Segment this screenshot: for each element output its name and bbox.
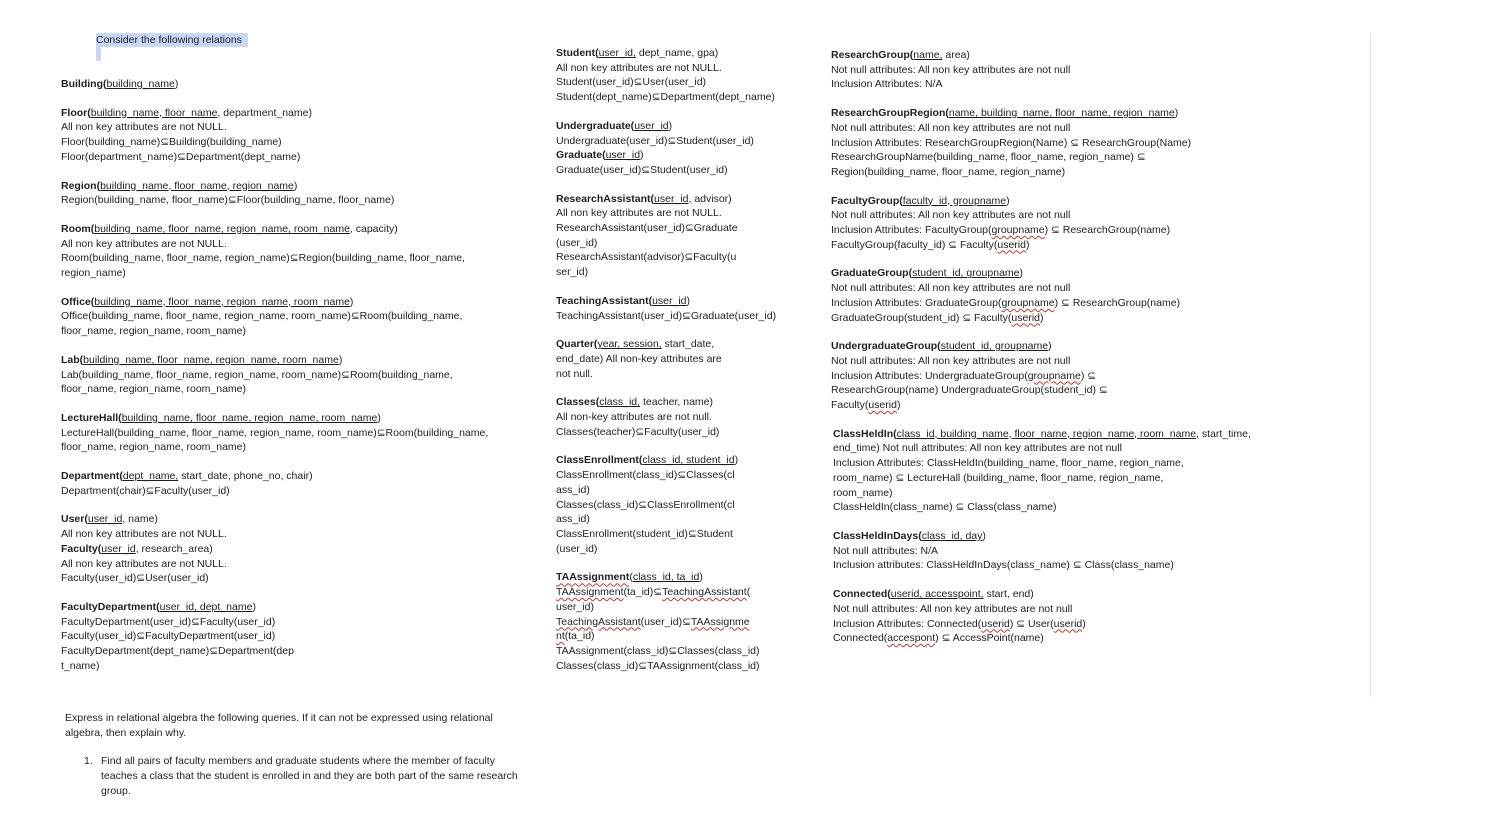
relation-schema: Student(user_id, dept_name, gpa) — [556, 47, 719, 59]
spellcheck-word: groupname — [991, 224, 1045, 237]
relation-constraint: All non key attributes are not NULL. — [61, 557, 227, 570]
relation-constraint: Faculty(user_id)⊆FacultyDepartment(user_id) — [61, 630, 276, 643]
spellcheck-word: groupname — [1001, 296, 1055, 309]
relation-block — [61, 106, 531, 165]
spellcheck-word: userid — [981, 617, 1010, 630]
relation-name: Office( — [61, 295, 95, 308]
relation-name: Classes( — [556, 396, 600, 409]
primary-key: class_id, — [599, 396, 641, 409]
relation-constraint: Connected(accespont) ⊆ AccessPoint(name) — [833, 632, 1044, 645]
relation-constraint: GraduateGroup(student_id) ⊆ Faculty(userid) — [831, 311, 1044, 324]
primary-key: user_id, dept_name — [159, 600, 253, 613]
relation-schema: Region(building_name, floor_name, region_name) — [61, 179, 298, 192]
spellcheck-word: userid — [868, 399, 897, 412]
relation-constraint: Not null attributes: All non key attributes are not null — [831, 121, 1071, 134]
relation-block — [556, 46, 788, 105]
relation-block — [556, 395, 788, 439]
relation-constraint: floor_name, region_name, room_name) — [61, 325, 247, 338]
relation-schema: TAAssignment(class_id, ta_id) — [556, 571, 703, 584]
primary-key: class_id, student_id — [642, 454, 735, 467]
question-text: Find all pairs of faculty members and graduate students where the member of faculty teaches a class that the student is enrolled in and they are both part of the same research group. — [101, 755, 518, 797]
relation-name: Floor( — [61, 106, 91, 119]
relation-constraint: ass_id) — [556, 483, 590, 496]
relation-block — [61, 77, 531, 92]
relation-schema: FacultyDepartment(user_id, dept_name) — [61, 600, 256, 613]
primary-key: name, — [913, 49, 943, 61]
relation-constraint: end_date) All non-key attributes are — [556, 352, 722, 365]
relation-constraint: Room(building_name, floor_name, region_name)⊆Region(building_name, floor_name, — [61, 252, 465, 265]
relation-constraint: room_name) — [833, 486, 893, 499]
relation-constraint: Inclusion Attributes: ResearchGroupRegion(Name) ⊆ ResearchGroup(Name) — [831, 136, 1192, 149]
relation-block — [556, 294, 788, 323]
relation-constraint: ResearchGroup(name) UndergraduateGroup(student_id) ⊆ — [831, 384, 1108, 397]
spellcheck-word: TAAssignment — [556, 586, 624, 599]
relation-constraint: Region(building_name, floor_name, region_name) — [831, 165, 1066, 178]
relation-name: LectureHall( — [61, 411, 122, 424]
spellcheck-word: userid — [997, 238, 1026, 251]
relation-constraint: ResearchAssistant(user_id)⊆Graduate — [556, 222, 738, 235]
relation-block — [556, 570, 788, 673]
primary-key: building_name, floor_name, region_name, room_name — [83, 353, 339, 366]
spellcheck-word: TAAssignme — [690, 615, 750, 628]
relation-constraint: (user_id) — [556, 236, 598, 249]
question-number: 1. — [84, 755, 93, 768]
spellcheck-word: TeachingAssistant — [556, 615, 641, 628]
relation-constraint: floor_name, region_name, room_name) — [61, 441, 247, 454]
relation-block — [61, 179, 531, 208]
relation-constraint: Not null attributes: All non key attributes are not null — [831, 209, 1071, 222]
relation-constraint: LectureHall(building_name, floor_name, region_name, room_name)⊆Room(building_name, — [61, 426, 489, 439]
relation-name: Graduate( — [556, 149, 606, 162]
relation-constraint: user_id) — [556, 600, 594, 613]
relation-constraint: Classes(teacher)⊆Faculty(user_id) — [556, 425, 720, 438]
relation-name: ClassEnrollment( — [556, 454, 643, 467]
relation-schema: LectureHall(building_name, floor_name, region_name, room_name) — [61, 411, 381, 424]
relation-constraint: Not null attributes: All non key attributes are not null — [831, 354, 1071, 367]
relation-constraint: FacultyDepartment(user_id)⊆Faculty(user_id) — [61, 615, 276, 628]
relation-constraint: not null. — [556, 367, 593, 380]
heading-text: Consider the following relations — [96, 34, 242, 46]
question-item — [65, 754, 525, 798]
relation-name: Department( — [61, 470, 123, 483]
page-margin-line — [1370, 33, 1371, 697]
primary-key: user_id — [101, 542, 136, 555]
relation-constraint: ResearchGroupName(building_name, floor_name, region_name) ⊆ — [831, 151, 1146, 164]
relation-constraint: All non-key attributes are not null. — [556, 411, 712, 424]
relation-constraint: ass_id) — [556, 513, 590, 526]
relation-constraint: ClassEnrollment(class_id)⊆Classes(cl — [556, 469, 735, 482]
primary-key: student_id, groupname — [912, 267, 1020, 280]
relations-column-2 — [556, 46, 788, 673]
relation-constraint: Region(building_name, floor_name)⊆Floor(building_name, floor_name) — [61, 194, 395, 207]
relation-name: Undergraduate( — [556, 119, 635, 132]
primary-key: user_id, — [598, 47, 636, 59]
relation-constraint: ser_id) — [556, 266, 589, 279]
primary-key: year, session, — [597, 338, 662, 351]
relation-constraint: Classes(class_id)⊆ClassEnrollment(cl — [556, 498, 735, 511]
relation-constraint: Inclusion Attributes: ClassHeldIn(building_name, floor_name, region_name, — [833, 457, 1184, 470]
relation-block — [61, 295, 531, 339]
relation-schema: Building(building_name) — [61, 78, 179, 90]
relation-block — [556, 337, 788, 381]
relation-name: GraduateGroup( — [831, 267, 913, 280]
relation-name: FacultyDepartment( — [61, 600, 160, 613]
relation-schema: UndergraduateGroup(student_id, groupname) — [831, 340, 1052, 353]
primary-key: class_id, ta_id — [632, 571, 700, 584]
relation-constraint: ClassEnrollment(student_id)⊆Student — [556, 527, 733, 540]
relation-name: Faculty( — [61, 542, 102, 555]
relation-name: Region( — [61, 179, 101, 192]
relation-name: UndergraduateGroup( — [831, 340, 941, 353]
spellcheck-word: TeachingAssistant — [662, 586, 747, 599]
relation-constraint: Undergraduate(user_id)⊆Student(user_id) — [556, 134, 754, 147]
relation-constraint: nt(ta_id) — [556, 630, 595, 643]
relation-constraint: room_name) ⊆ LectureHall (building_name, floor_name, region_name, — [833, 471, 1164, 484]
spellcheck-word: userid — [1011, 311, 1040, 324]
relation-schema: FacultyGroup(faculty_id, groupname) — [831, 194, 1010, 207]
relation-constraint: Faculty(user_id)⊆User(user_id) — [61, 572, 209, 585]
primary-key: dept_name, — [122, 470, 179, 483]
relation-block — [833, 427, 1281, 515]
relation-schema: Quarter(year, session, start_date, — [556, 338, 715, 351]
relation-schema: TeachingAssistant(user_id) — [556, 294, 691, 307]
spellcheck-word: nt — [556, 630, 565, 643]
relation-block — [556, 192, 788, 280]
relation-block — [833, 587, 1281, 646]
relation-constraint: All non key attributes are not NULL. — [556, 61, 722, 74]
relation-constraint: All non key attributes are not NULL. — [61, 528, 227, 541]
relation-schema: Graduate(user_id) — [556, 149, 644, 162]
relation-schema: Department(dept_name, start_date, phone_no, chair) — [61, 470, 313, 483]
spellcheck-word: userid — [1053, 617, 1083, 630]
relation-schema: ResearchGroupRegion(name, building_name, floor_name, region_name) — [831, 107, 1179, 120]
relation-block — [61, 600, 531, 674]
relation-constraint: All non key attributes are not NULL. — [61, 237, 227, 250]
relation-constraint: FacultyDepartment(dept_name)⊆Department(dep — [61, 645, 294, 658]
primary-key: building_name, floor_name, region_name, room_name — [121, 411, 378, 424]
relation-name: TeachingAssistant( — [556, 294, 653, 307]
relation-constraint: Student(dept_name)⊆Department(dept_name) — [556, 91, 775, 104]
primary-key: building_name, floor_name, region_name, room_name — [94, 295, 350, 308]
primary-key: class_id, building_name, floor_name, region_name, room_name, — [896, 427, 1199, 440]
primary-key: user_id — [87, 513, 123, 526]
primary-key: userid, accesspoint, — [890, 588, 984, 601]
relation-constraint: All non key attributes are not NULL. — [61, 121, 227, 134]
relation-constraint: Inclusion Attributes: FacultyGroup(groupname) ⊆ ResearchGroup(name) — [831, 224, 1171, 237]
relation-constraint: Inclusion Attributes: Connected(userid) ⊆ User(userid) — [833, 617, 1086, 630]
relation-constraint: All non key attributes are not NULL. — [556, 207, 722, 220]
relation-constraint: Inclusion attributes: ClassHeldInDays(class_name) ⊆ Class(class_name) — [833, 559, 1174, 572]
relation-name: Student( — [556, 47, 599, 59]
relation-constraint: end_time) Not null attributes: All non key attributes are not null — [833, 442, 1122, 455]
relation-block — [556, 453, 788, 556]
relation-schema: ClassHeldInDays(class_id, day) — [833, 529, 986, 542]
relation-constraint: TeachingAssistant(user_id)⊆Graduate(user_id) — [556, 309, 777, 322]
relation-block — [61, 512, 531, 586]
relation-constraint: Floor(department_name)⊆Department(dept_name) — [61, 150, 301, 163]
relation-schema: Classes(class_id, teacher, name) — [556, 396, 714, 409]
relation-schema: ClassEnrollment(class_id, student_id) — [556, 454, 739, 467]
primary-key: user_id — [652, 294, 687, 307]
primary-key: building_name, floor_name, region_name, room_name — [94, 222, 350, 235]
relation-constraint: TAAssignment(class_id)⊆Classes(class_id) — [556, 644, 760, 657]
relation-name: Building( — [61, 78, 107, 90]
relations-column-1 — [61, 77, 531, 674]
primary-key: name, building_name, floor_name, region_name — [948, 107, 1175, 120]
relation-name: Lab( — [61, 353, 84, 366]
relation-constraint: TAAssignment(ta_id)⊆TeachingAssistant( — [556, 586, 751, 599]
text-cursor — [96, 47, 101, 61]
relation-name: ResearchGroupRegion( — [831, 107, 949, 120]
primary-key: user_id — [634, 119, 669, 132]
relation-block — [61, 222, 531, 281]
primary-key: student_id, groupname — [940, 340, 1049, 353]
relation-constraint: Graduate(user_id)⊆Student(user_id) — [556, 163, 728, 176]
relation-name: Connected( — [833, 588, 891, 601]
relation-name: TAAssignment — [556, 571, 630, 584]
relation-constraint: Inclusion Attributes: N/A — [831, 78, 943, 91]
relation-block — [831, 339, 1281, 413]
relation-constraint: t_name) — [61, 659, 100, 672]
relation-block — [831, 48, 1281, 92]
relation-constraint: Not null attributes: All non key attributes are not null — [831, 63, 1071, 76]
relation-block — [831, 194, 1281, 253]
relation-constraint: ResearchAssistant(advisor)⊆Faculty(u — [556, 251, 737, 264]
relation-schema: ResearchGroup(name, area) — [831, 49, 970, 61]
relation-block — [831, 106, 1281, 180]
primary-key: user_id — [605, 149, 641, 162]
relation-name: Quarter( — [556, 338, 598, 351]
relation-constraint: Inclusion Attributes: GraduateGroup(groupname) ⊆ ResearchGroup(name) — [831, 296, 1181, 309]
relation-block — [61, 469, 531, 498]
relation-name: Room( — [61, 222, 95, 235]
relation-name: User( — [61, 513, 88, 526]
relation-constraint: Department(chair)⊆Faculty(user_id) — [61, 484, 230, 497]
primary-key: faculty_id, groupname — [902, 194, 1007, 207]
relation-schema: Faculty(user_id, research_area) — [61, 542, 213, 555]
relation-schema: Office(building_name, floor_name, region_name, room_name) — [61, 295, 354, 308]
relation-constraint: Not null attributes: All non key attributes are not null — [831, 282, 1071, 295]
question-intro: Express in relational algebra the following queries. If it can not be expressed using relational algebra, then explain why. — [65, 712, 493, 739]
relation-schema: Room(building_name, floor_name, region_name, room_name, capacity) — [61, 222, 398, 235]
relation-block — [831, 266, 1281, 325]
question-section — [65, 711, 525, 799]
relation-block — [61, 411, 531, 455]
relation-name: ResearchGroup( — [831, 49, 914, 61]
relation-constraint: ClassHeldIn(class_name) ⊆ Class(class_name) — [833, 501, 1057, 514]
primary-key: building_name — [106, 78, 175, 90]
relation-schema: ResearchAssistant(user_id, advisor) — [556, 192, 732, 205]
relation-schema: ClassHeldIn(class_id, building_name, floor_name, region_name, room_name, start_time, — [833, 427, 1251, 440]
relation-name: ResearchAssistant( — [556, 192, 655, 205]
relation-schema: GraduateGroup(student_id, groupname) — [831, 267, 1024, 280]
relation-schema: Lab(building_name, floor_name, region_name, room_name) — [61, 353, 343, 366]
relation-constraint: (user_id) — [556, 542, 598, 555]
relation-schema: Floor(building_name, floor_name, department_name) — [61, 106, 312, 119]
relation-name: ClassHeldIn( — [833, 427, 897, 440]
relation-constraint: Lab(building_name, floor_name, region_name, room_name)⊆Room(building_name, — [61, 368, 453, 381]
relation-constraint: Classes(class_id)⊆TAAssignment(class_id) — [556, 659, 760, 672]
spellcheck-word: groupname — [1027, 369, 1081, 382]
relation-schema: Undergraduate(user_id) — [556, 119, 673, 132]
relation-schema: Connected(userid, accesspoint, start, end) — [833, 588, 1034, 601]
relation-constraint: region_name) — [61, 267, 126, 280]
relation-name: FacultyGroup( — [831, 194, 903, 207]
relation-constraint: Office(building_name, floor_name, region_name, room_name)⊆Room(building_name, — [61, 310, 463, 323]
relation-constraint: Faculty(userid) — [831, 399, 901, 412]
relation-constraint: Not null attributes: N/A — [833, 544, 939, 557]
primary-key: building_name, floor_name, — [90, 106, 221, 119]
relations-column-3 — [831, 48, 1281, 646]
relation-constraint: Not null attributes: All non key attributes are not null — [833, 602, 1073, 615]
relation-constraint: FacultyGroup(faculty_id) ⊆ Faculty(userid) — [831, 238, 1030, 251]
relation-constraint: Inclusion Attributes: UndergraduateGroup(groupname) ⊆ — [831, 369, 1097, 382]
primary-key: user_id, — [654, 192, 692, 205]
relation-constraint: floor_name, region_name, room_name) — [61, 383, 247, 396]
relation-constraint: Floor(building_name)⊆Building(building_name) — [61, 136, 282, 149]
spellcheck-word: accespont — [887, 632, 936, 645]
relation-schema: User(user_id, name) — [61, 513, 158, 526]
selected-heading[interactable] — [96, 33, 248, 47]
relation-constraint: Student(user_id)⊆User(user_id) — [556, 76, 707, 89]
relation-block — [833, 529, 1281, 573]
relation-constraint: TeachingAssistant(user_id)⊆TAAssignme — [556, 615, 750, 628]
primary-key: building_name, floor_name, region_name — [100, 179, 294, 192]
relation-block — [556, 119, 788, 178]
relation-name: ClassHeldInDays( — [833, 529, 922, 542]
question-list — [65, 754, 525, 798]
primary-key: class_id, day — [921, 529, 983, 542]
relation-block — [61, 353, 531, 397]
